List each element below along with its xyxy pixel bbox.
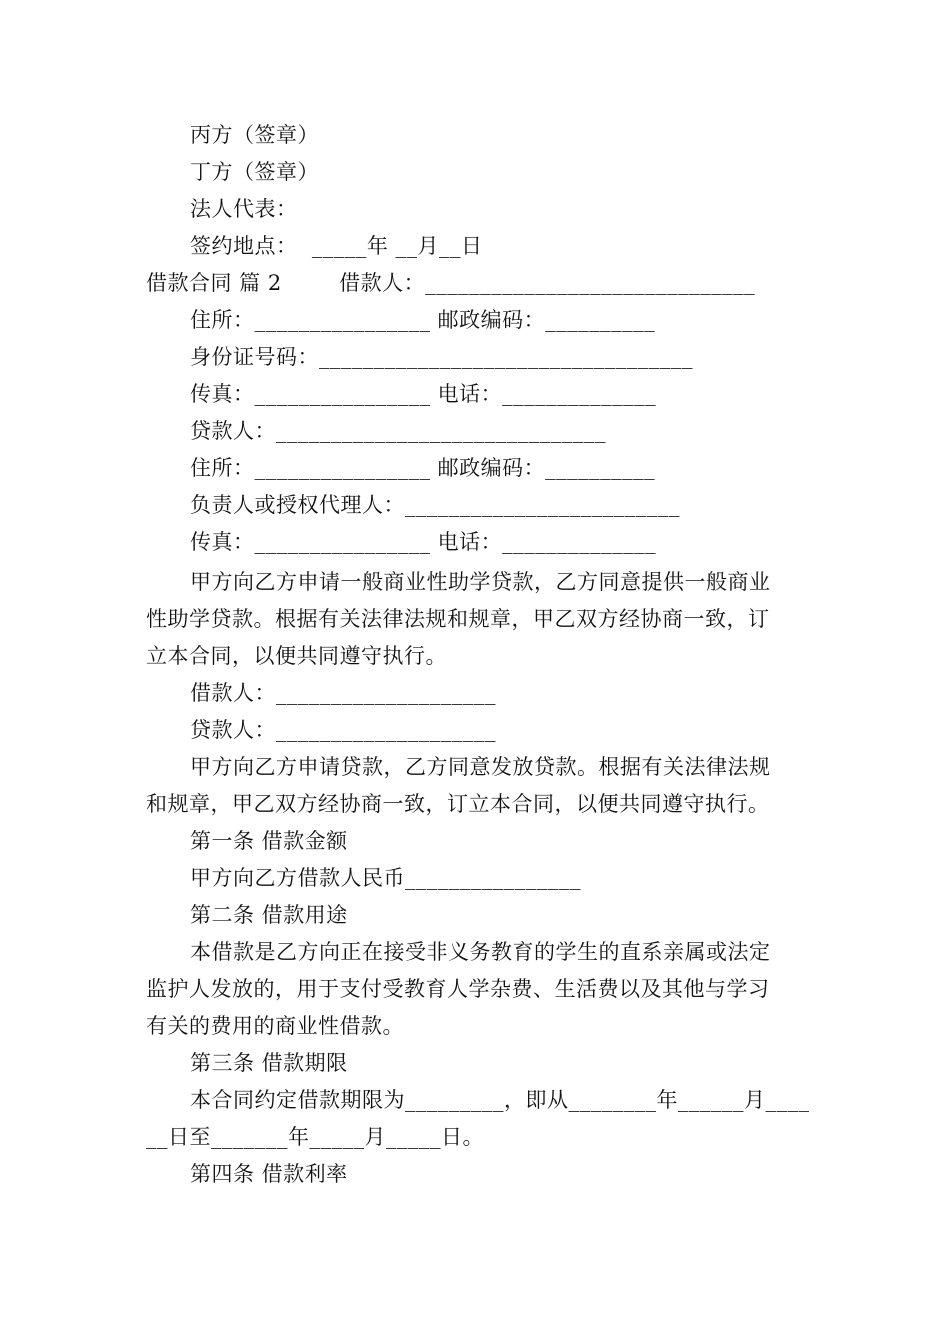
article-1-heading: 第一条 借款金额 xyxy=(190,829,348,853)
lender-fax-phone: 传真：________________ 电话：______________ xyxy=(190,530,657,554)
borrower-fax-phone: 传真：________________ 电话：______________ xyxy=(190,382,657,406)
party-c-signature: 丙方（签章） xyxy=(190,123,319,147)
borrower-id-number: 身份证号码：__________________________________ xyxy=(190,345,693,369)
article-2-heading: 第二条 借款用途 xyxy=(190,903,348,927)
lender-representative: 负责人或授权代理人：_________________________ xyxy=(190,493,680,517)
contract-heading-borrower: 借款合同 篇 2 借款人：______________________________ xyxy=(146,271,756,295)
paragraph-line: 有关的费用的商业性借款。 xyxy=(146,1014,404,1038)
loan-amount-line: 甲方向乙方借款人民币________________ xyxy=(190,866,581,890)
legal-representative: 法人代表： xyxy=(190,197,298,221)
lender-address: 住所：________________ 邮政编码：__________ xyxy=(190,456,656,480)
lender: 贷款人：______________________________ xyxy=(190,419,606,443)
paragraph-line: 性助学贷款。根据有关法律法规和规章，甲乙双方经协商一致，订 xyxy=(146,607,770,631)
loan-term-line: __日至_______年_____月_____日。 xyxy=(146,1125,484,1149)
paragraph-line: 甲方向乙方申请贷款，乙方同意发放贷款。根据有关法律法规 xyxy=(190,755,771,779)
lender-blank: 贷款人：____________________ xyxy=(190,718,496,742)
paragraph-line: 监护人发放的，用于支付受教育人学杂费、生活费以及其他与学习 xyxy=(146,977,770,1001)
article-3-heading: 第三条 借款期限 xyxy=(190,1051,348,1075)
borrower-address: 住所：________________ 邮政编码：__________ xyxy=(190,308,656,332)
borrower-blank: 借款人：____________________ xyxy=(190,681,496,705)
article-4-heading: 第四条 借款利率 xyxy=(190,1162,348,1186)
loan-term-line: 本合同约定借款期限为_________，即从________年______月____ xyxy=(190,1088,810,1112)
signing-place-date: 签约地点： _____年 __月__日 xyxy=(190,234,483,258)
paragraph-line: 甲方向乙方申请一般商业性助学贷款，乙方同意提供一般商业 xyxy=(190,570,771,594)
paragraph-line: 本借款是乙方向正在接受非义务教育的学生的直系亲属或法定 xyxy=(190,940,771,964)
party-d-signature: 丁方（签章） xyxy=(190,160,319,184)
paragraph-line: 和规章，甲乙双方经协商一致，订立本合同，以便共同遵守执行。 xyxy=(146,792,770,816)
paragraph-line: 立本合同，以便共同遵守执行。 xyxy=(146,644,447,668)
